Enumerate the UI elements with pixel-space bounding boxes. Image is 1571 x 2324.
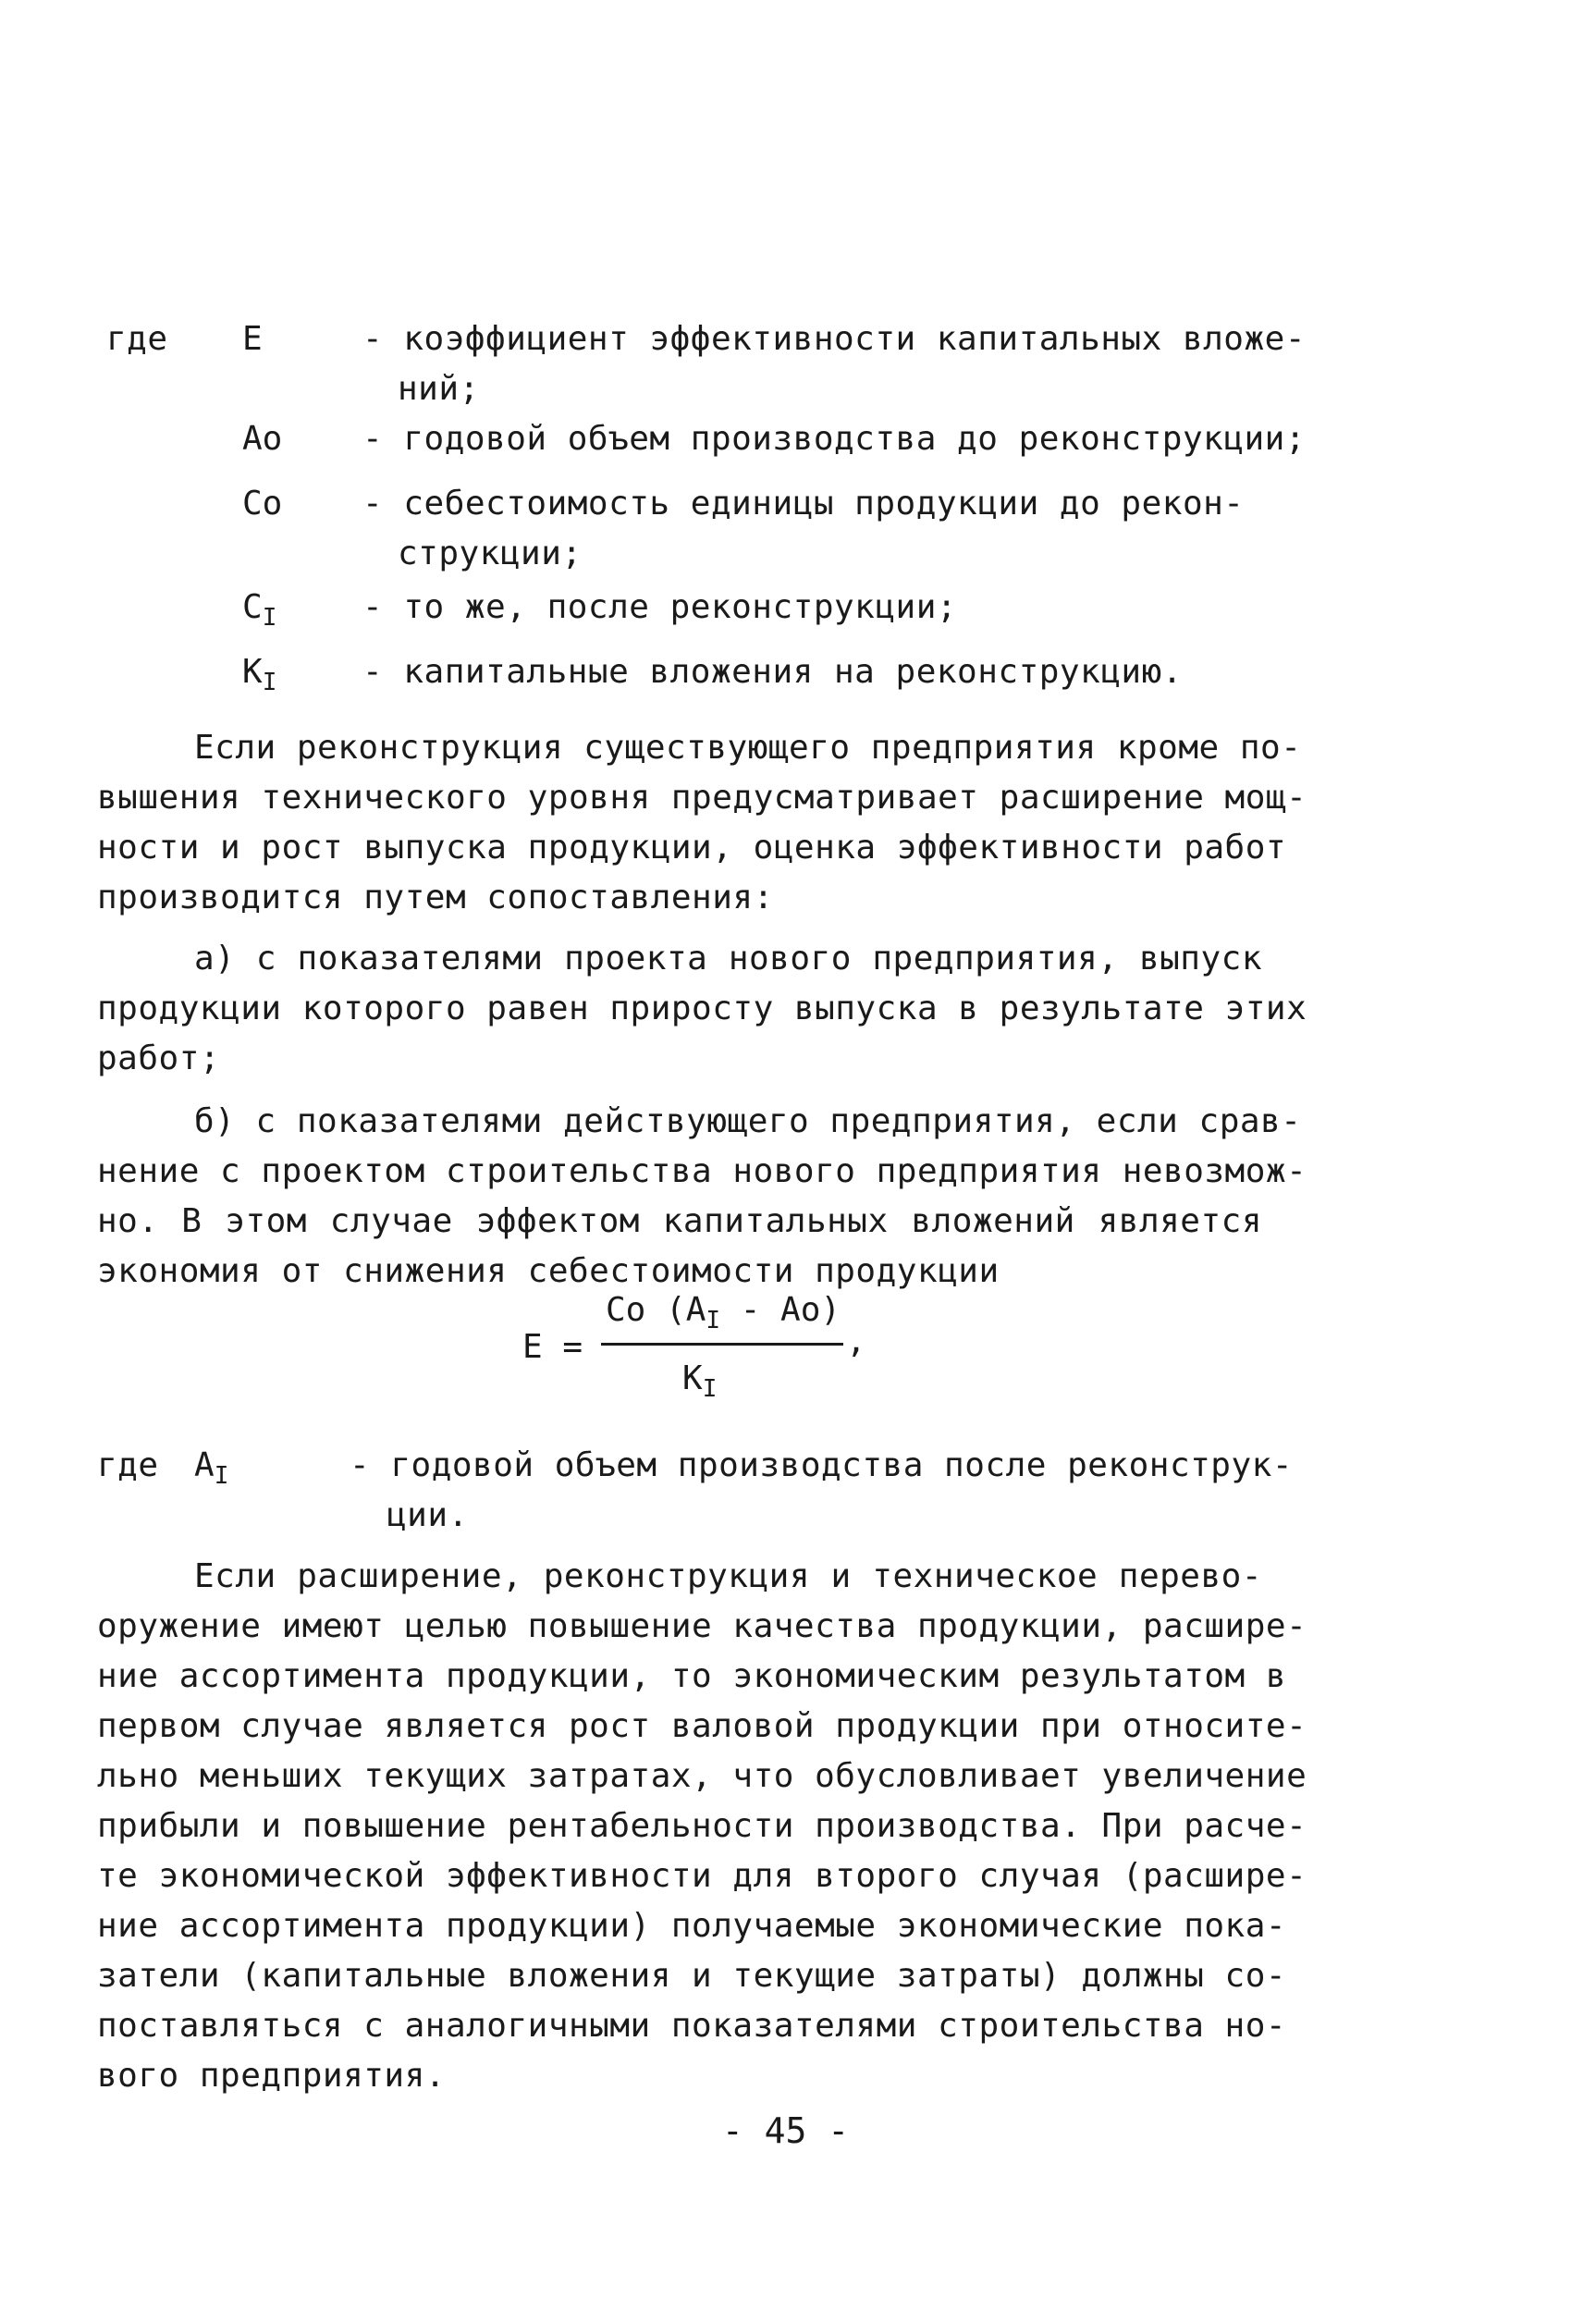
- paragraph-line: нение с проектом строительства нового предприятия невозмож-: [97, 1152, 1307, 1190]
- formula-numerator: Со $(А_I - Ао)$: [606, 1291, 841, 1334]
- paragraph-line: Если расширение, реконструкция и техническое перево-: [194, 1557, 1262, 1595]
- where-label: где: [97, 1446, 159, 1484]
- paragraph-line: работ;: [97, 1039, 221, 1077]
- paragraph-line: первом случае является рост валовой продукции при относите-: [97, 1707, 1307, 1745]
- definition-text: - то же, после реконструкции;: [362, 588, 958, 626]
- paragraph-line: прибыли и повышение рентабельности производства. При расче-: [97, 1807, 1307, 1845]
- definition-text: - годовой объем производства до реконструкции;: [362, 420, 1306, 458]
- symbol-ao: Ао: [242, 420, 283, 458]
- formula-comma: ,: [846, 1322, 866, 1360]
- definition-text: - капитальные вложения на реконструкцию.: [362, 653, 1183, 691]
- paragraph-line: оружение имеют целью повышение качества продукции, расшире-: [97, 1607, 1307, 1645]
- page-number: - 45 -: [721, 2110, 850, 2151]
- formula-denominator: $К_I$: [682, 1359, 718, 1403]
- paragraph-line: вышения технического уровня предусматривает расширение мощ-: [97, 779, 1307, 817]
- paragraph-item-b: [97, 1097, 1307, 1297]
- paragraph-line: ности и рост выпуска продукции, оценка эффективности работ: [97, 829, 1287, 867]
- symbol-e: E: [242, 320, 263, 358]
- paragraph-line: экономия от снижения себестоимости продукции: [97, 1252, 1000, 1290]
- definition-text: ний;: [398, 370, 480, 408]
- paragraph-line: ние ассортимента продукции, то экономическим результатом в: [97, 1657, 1287, 1695]
- paragraph-line: ние ассортимента продукции) получаемые экономические пока-: [97, 1907, 1287, 1945]
- paragraph: [97, 723, 1307, 923]
- definition-text: ции.: [387, 1496, 469, 1534]
- paragraph: [97, 1552, 1307, 2101]
- symbol-c1: $С_I$: [242, 588, 277, 632]
- paragraph-line: производится путем сопоставления:: [97, 879, 774, 916]
- definition-text: струкции;: [398, 535, 583, 572]
- symbol-a1: $А_I$: [194, 1446, 229, 1490]
- symbol-k1: $К_I$: [242, 653, 277, 696]
- where-label: где: [106, 320, 168, 358]
- paragraph-line: затели (капитальные вложения и текущие затраты) должны со-: [97, 1957, 1287, 1995]
- paragraph-line: б) с показателями действующего предприятия, если срав-: [194, 1102, 1302, 1140]
- paragraph-item-a: [97, 934, 1307, 1084]
- definition-text: - годовой объем производства после реконструк-: [350, 1446, 1293, 1484]
- paragraph-line: те экономической эффективности для второго случая (расшире-: [97, 1857, 1307, 1895]
- definition-text: - коэффициент эффективности капитальных вложе-: [362, 320, 1306, 358]
- paragraph-line: продукции которого равен приросту выпуска в результате этих: [97, 990, 1307, 1027]
- fraction-bar: [601, 1343, 843, 1346]
- paragraph-line: льно меньших текущих затратах, что обусловливает увеличение: [97, 1757, 1307, 1795]
- symbol-co: Со: [242, 485, 283, 523]
- paragraph-line: Если реконструкция существующего предприятия кроме по-: [194, 729, 1302, 767]
- paragraph-line: а) с показателями проекта нового предприятия, выпуск: [194, 940, 1262, 978]
- paragraph-line: но. В этом случае эффектом капитальных вложений является: [97, 1202, 1262, 1240]
- paragraph-line: вого предприятия.: [97, 2057, 446, 2095]
- paragraph-line: поставляться с аналогичными показателями строительства но-: [97, 2007, 1287, 2045]
- definition-text: - себестоимость единицы продукции до рекон-: [362, 485, 1245, 523]
- formula-lhs: E =: [522, 1328, 583, 1366]
